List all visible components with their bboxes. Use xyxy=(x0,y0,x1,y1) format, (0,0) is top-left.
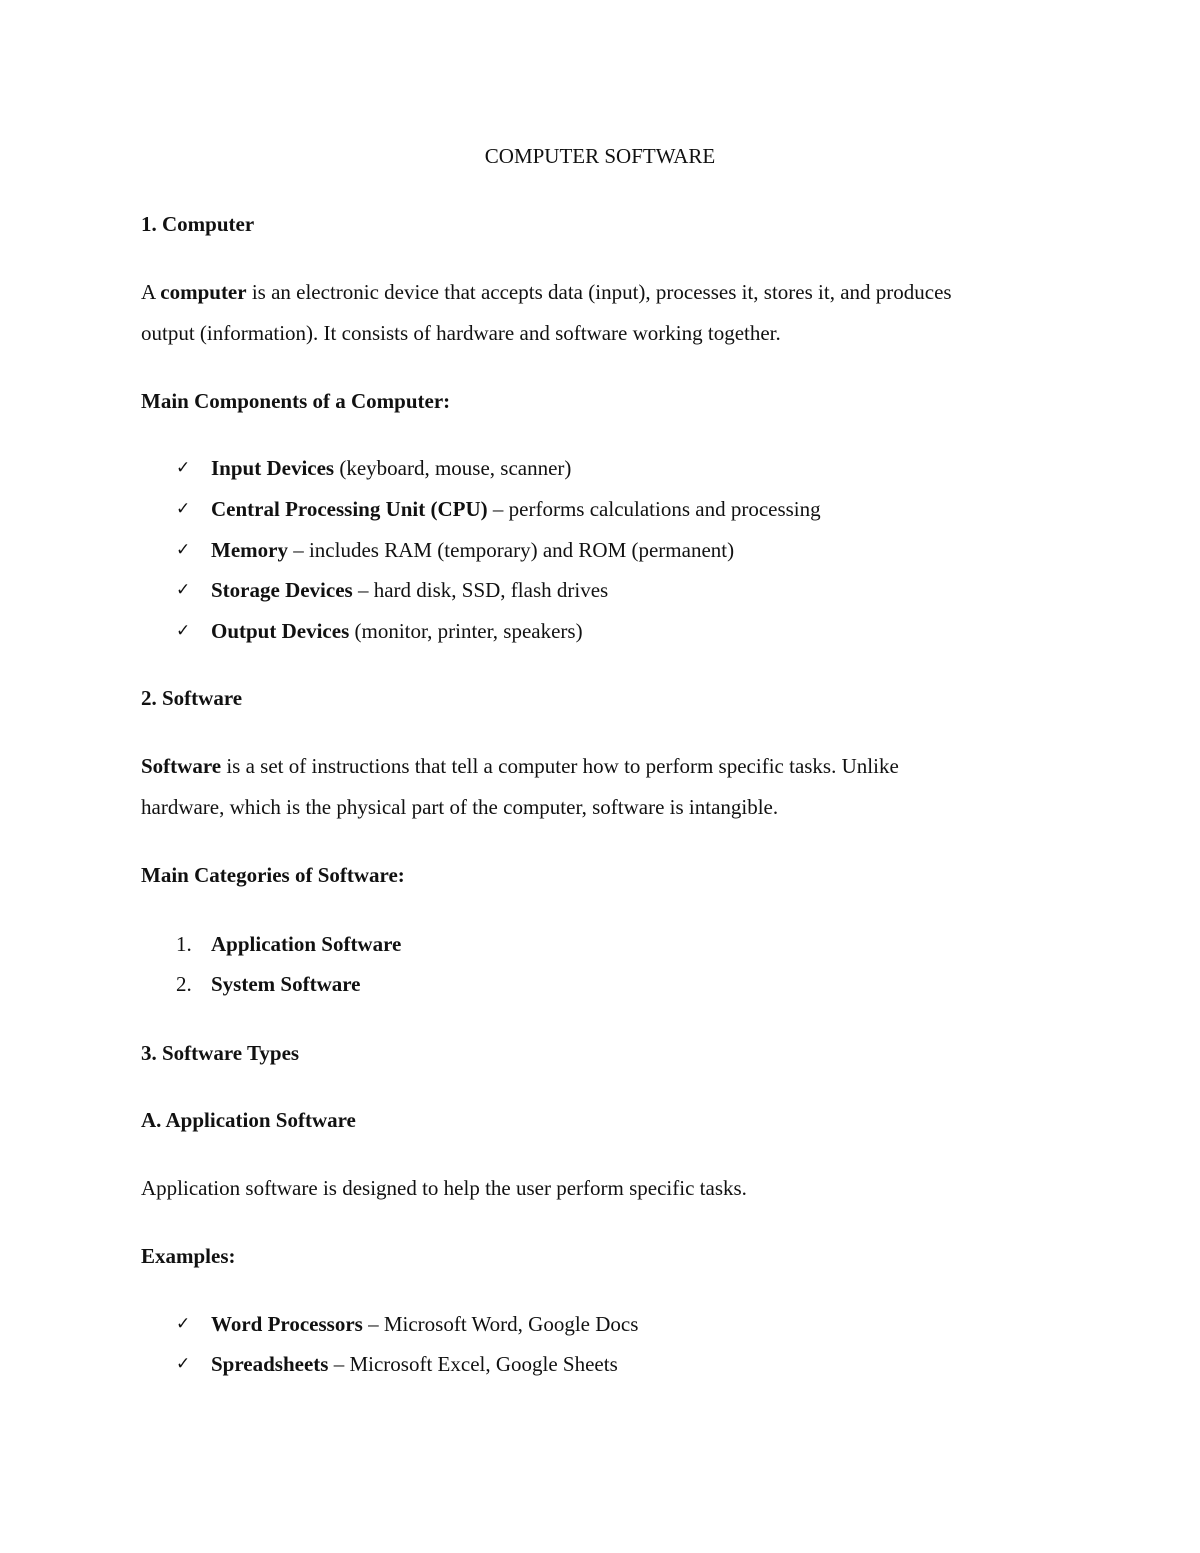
section-3-subheading: A. Application Software xyxy=(141,1108,356,1132)
section-2-paragraph-line-2: hardware, which is the physical part of the computer, software is intangible. xyxy=(141,795,779,819)
list-item: Output Devices (monitor, printer, speakers) xyxy=(211,619,583,643)
list-item: Storage Devices – hard disk, SSD, flash drives xyxy=(211,578,609,602)
list-item: Input Devices (keyboard, mouse, scanner) xyxy=(211,456,572,480)
list-item: Spreadsheets – Microsoft Excel, Google Sheets xyxy=(211,1352,618,1376)
section-2-heading: 2. Software xyxy=(141,686,243,710)
list-item: Memory – includes RAM (temporary) and ROM (permanent) xyxy=(211,538,735,562)
section-3-paragraph: Application software is designed to help the user perform specific tasks. xyxy=(141,1176,747,1200)
list-number: 2. xyxy=(176,972,192,996)
checkmark-icon: ✓ xyxy=(176,580,191,600)
checkmark-icon: ✓ xyxy=(176,1354,191,1374)
section-3-heading: 3. Software Types xyxy=(141,1041,300,1065)
checkmark-icon: ✓ xyxy=(176,499,191,519)
section-2-paragraph-line-1: Software is a set of instructions that tell a computer how to perform specific tasks. Unlike xyxy=(141,754,899,778)
list-item: Application Software xyxy=(211,932,402,956)
list-number: 1. xyxy=(176,932,192,956)
list-item: System Software xyxy=(211,972,361,996)
document-title: COMPUTER SOFTWARE xyxy=(484,144,716,168)
components-heading: Main Components of a Computer: xyxy=(141,389,451,413)
list-item: Word Processors – Microsoft Word, Google Docs xyxy=(211,1312,639,1336)
categories-heading: Main Categories of Software: xyxy=(141,863,405,887)
checkmark-icon: ✓ xyxy=(176,458,191,478)
list-item: Central Processing Unit (CPU) – performs calculations and processing xyxy=(211,497,821,521)
checkmark-icon: ✓ xyxy=(176,621,191,641)
checkmark-icon: ✓ xyxy=(176,1314,191,1334)
checkmark-icon: ✓ xyxy=(176,540,191,560)
section-1-paragraph-line-2: output (information). It consists of hardware and software working together. xyxy=(141,321,781,345)
section-1-heading: 1. Computer xyxy=(141,212,255,236)
section-1-paragraph-line-1: A computer is an electronic device that accepts data (input), processes it, stores it, and produces xyxy=(141,280,952,304)
examples-heading: Examples: xyxy=(141,1244,236,1268)
